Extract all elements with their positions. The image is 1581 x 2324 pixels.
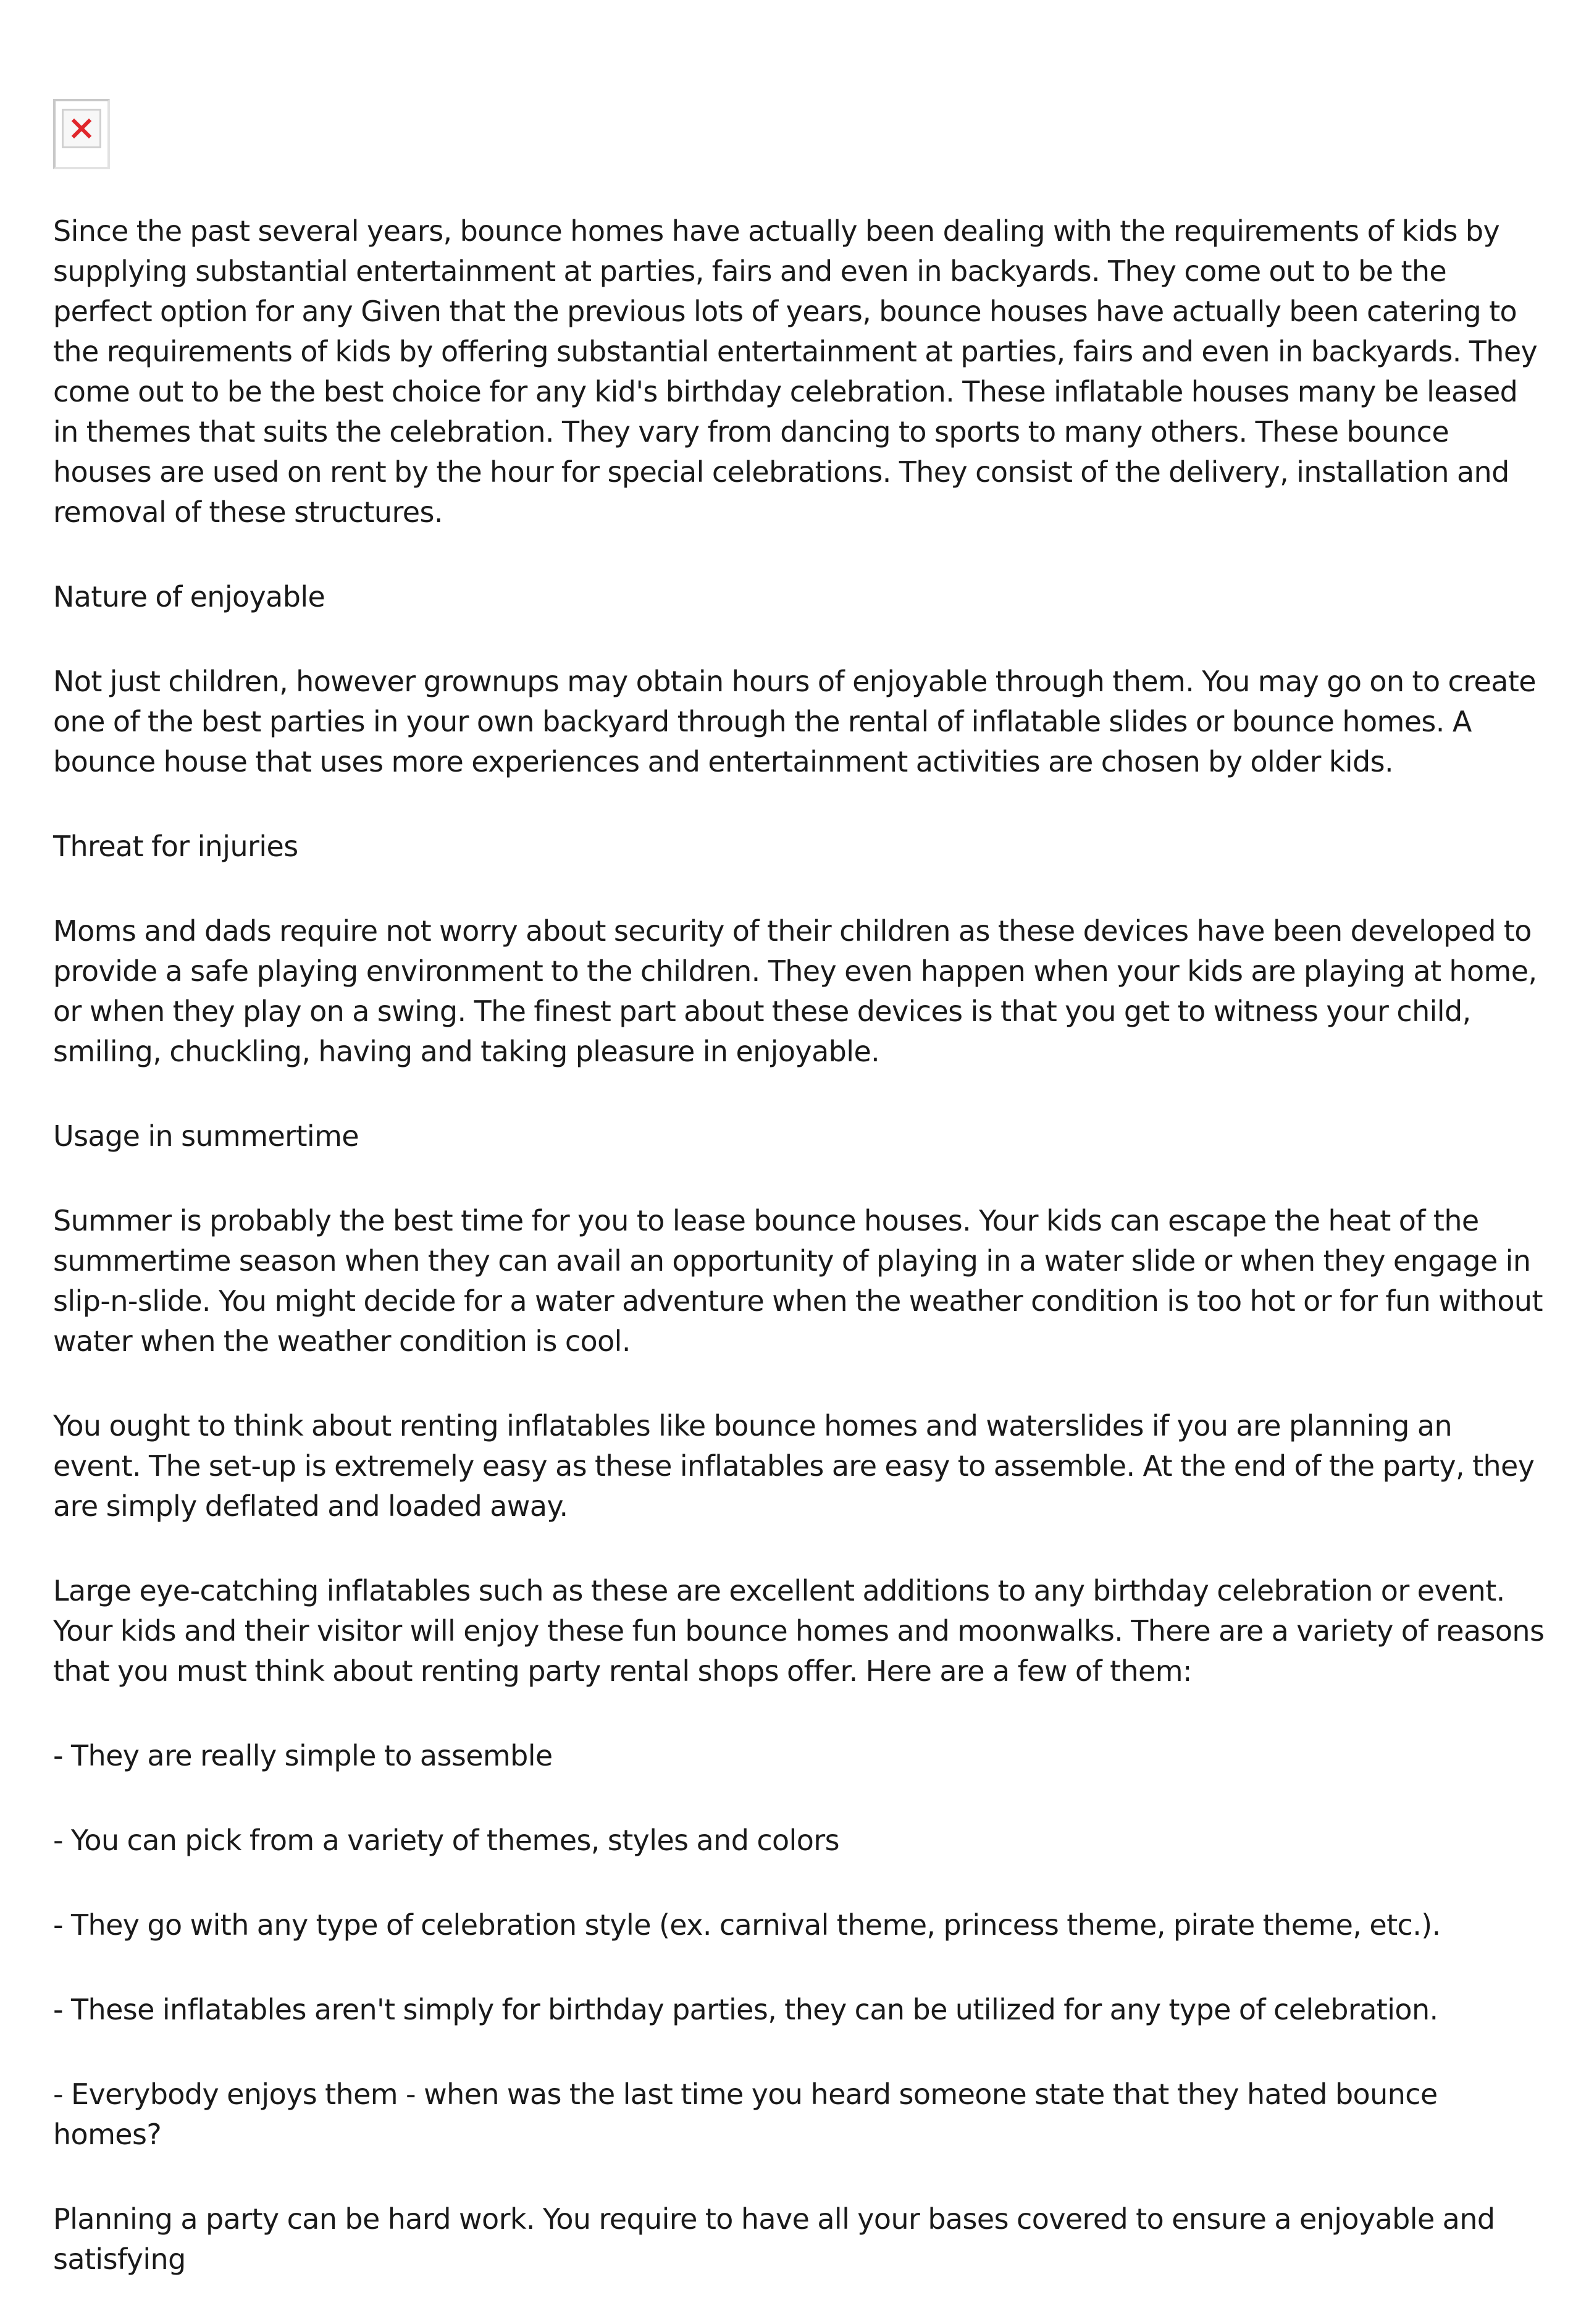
paragraph-injuries: Moms and dads require not worry about security of their children as these devices have been developed to provide a safe playing environment to the children. They even happen when your kids are playing at home, or when they play on a swing. The finest part about these devices is that you get to witness your child, smiling, chuckling, having and taking pleasure in enjoyable.	[53, 914, 1537, 1068]
list-item: - You can pick from a variety of themes, styles and colors	[53, 1824, 839, 1857]
paragraph-planning: Planning a party can be hard work. You require to have all your bases covered to ensure a enjoyable and satisfying	[53, 2202, 1495, 2276]
broken-image-icon	[62, 109, 101, 148]
paragraph-summertime: Summer is probably the best time for you to lease bounce houses. Your kids can escape the heat of the summertime season when they can avail an opportunity of playing in a water slide or when they engage in slip-n-slide. You might decide for a water adventure when the weather condition is too hot or for fun without water when the weather condition is cool.	[53, 1204, 1543, 1358]
red-x-icon	[69, 116, 94, 141]
broken-image-placeholder	[53, 99, 110, 169]
paragraph-renting: You ought to think about renting inflatables like bounce homes and waterslides if you are planning an event. The set-up is extremely easy as these inflatables are easy to assemble. At the end of the party, they are simply deflated and loaded away.	[53, 1409, 1535, 1523]
paragraph-reasons: Large eye-catching inflatables such as these are excellent additions to any birthday celebration or event. Your kids and their visitor will enjoy these fun bounce homes and moonwalks. There are a variety of reasons that you must think about renting party rental shops offer. Here are a few of them:	[53, 1574, 1545, 1688]
intro-paragraph: Since the past several years, bounce homes have actually been dealing with the requirements of kids by supplying substantial entertainment at parties, fairs and even in backyards. They come out to be the perfect option for any Given that the previous lots of years, bounce houses have actually been catering to the requirements of kids by offering substantial entertainment at parties, fairs and even in backyards. They come out to be the best choice for any kid's birthday celebration. These inflatable houses many be leased in themes that suits the celebration. They vary from dancing to sports to many others. These bounce houses are used on rent by the hour for special celebrations. They consist of the delivery, installation and removal of these structures.	[53, 214, 1538, 529]
section-heading-nature: Nature of enjoyable	[53, 580, 325, 613]
section-heading-summertime: Usage in summertime	[53, 1119, 359, 1153]
list-item: - Everybody enjoys them - when was the last time you heard someone state that they hated bounce homes?	[53, 2078, 1438, 2151]
article-body	[53, 211, 1548, 2324]
paragraph-nature: Not just children, however grownups may obtain hours of enjoyable through them. You may go on to create one of the best parties in your own backyard through the rental of inflatable slides or bounce homes. A bounce house that uses more experiences and entertainment activities are chosen by older kids.	[53, 665, 1536, 778]
list-item: - They are really simple to assemble	[53, 1739, 553, 1772]
list-item: - They go with any type of celebration style (ex. carnival theme, princess theme, pirate theme, etc.).	[53, 1908, 1441, 1942]
list-item: - These inflatables aren't simply for birthday parties, they can be utilized for any type of celebration.	[53, 1993, 1438, 2026]
section-heading-injuries: Threat for injuries	[53, 830, 298, 863]
